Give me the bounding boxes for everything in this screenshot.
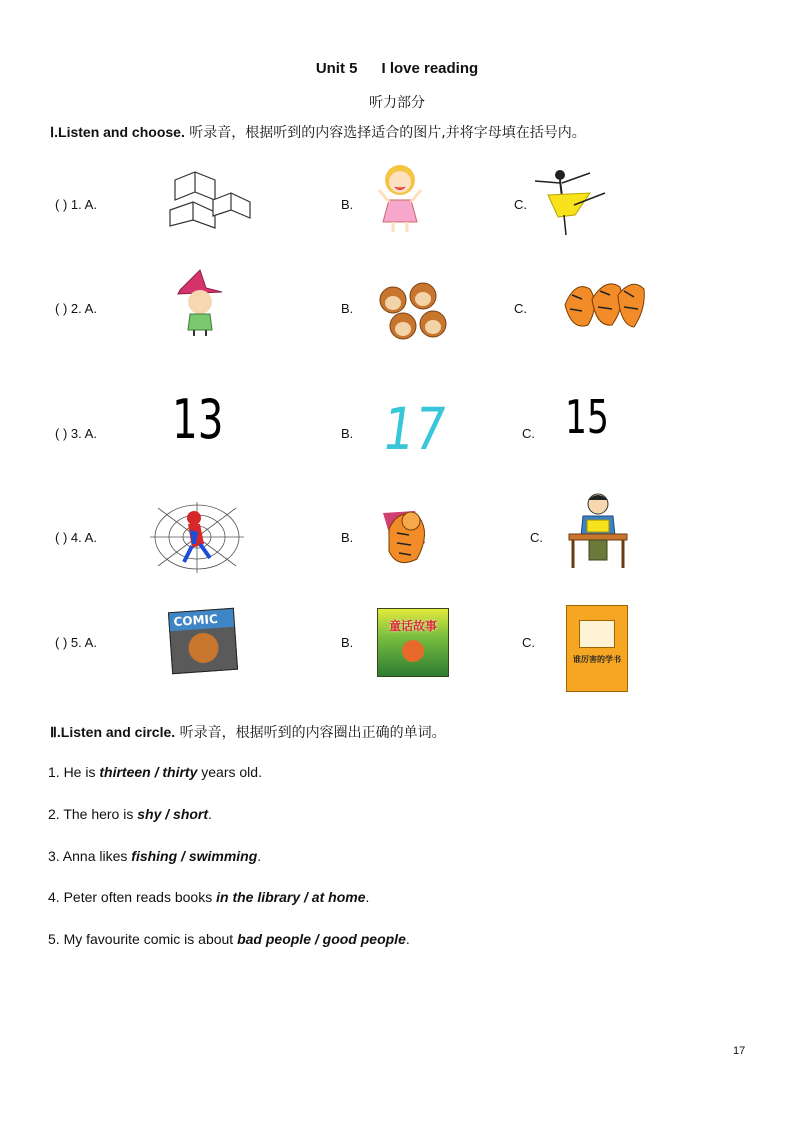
- q4-row: [55, 530, 97, 545]
- sentence-4: [48, 889, 369, 905]
- ballerina-picture[interactable]: [530, 165, 610, 237]
- answer-parens[interactable]: ( ): [55, 530, 68, 545]
- section2-numeral: Ⅱ.: [50, 724, 61, 740]
- q2-option-a-label: 2. A.: [70, 301, 97, 316]
- spiderman-web-picture[interactable]: [148, 500, 246, 575]
- sentence-3: [48, 848, 261, 864]
- section2-heading: [50, 722, 446, 742]
- fairy-tale-cover-figure: [402, 640, 424, 662]
- q1-option-c-label: C.: [514, 197, 527, 212]
- answer-parens[interactable]: ( ): [55, 301, 68, 316]
- sentence-2: [48, 806, 212, 822]
- sentence-text: .: [208, 806, 212, 822]
- yellow-book-picture[interactable]: [566, 605, 628, 692]
- section2-instruction: 听录音，根据听到的内容圈出正确的单词。: [179, 725, 446, 741]
- section1-heading: [50, 122, 586, 142]
- unit-label: Unit 5: [315, 60, 358, 77]
- section1-numeral: Ⅰ.: [50, 124, 59, 140]
- sentence-text: 5. My favourite comic is about: [48, 931, 238, 947]
- unit-title: I love reading: [381, 60, 479, 77]
- boy-reading-picture[interactable]: [565, 490, 631, 570]
- yellow-book-cover-figure: [579, 620, 615, 648]
- q2-row: [55, 301, 97, 316]
- q3-option-c-label: C.: [522, 426, 535, 441]
- witch-picture[interactable]: [172, 268, 228, 338]
- comic-book-title: COMIC: [169, 609, 234, 631]
- q1-row: [55, 197, 97, 212]
- page-subtitle: 听力部分: [369, 95, 425, 111]
- circle-options[interactable]: shy / short: [137, 806, 209, 822]
- books-picture[interactable]: [165, 160, 255, 235]
- number-fifteen[interactable]: 15: [565, 390, 609, 444]
- tigers-picture[interactable]: [560, 275, 646, 335]
- circle-options[interactable]: thirteen / thirty: [99, 764, 198, 780]
- circle-options[interactable]: fishing / swimming: [131, 848, 258, 864]
- q4-option-b-label: B.: [341, 530, 354, 545]
- q5-option-b-label: B.: [341, 635, 354, 650]
- q1-option-b-label: B.: [341, 197, 354, 212]
- q4-option-a-label: 4. A.: [70, 530, 97, 545]
- answer-parens[interactable]: ( ): [55, 197, 68, 212]
- sentence-text: .: [365, 889, 370, 905]
- section1-title: Listen and choose.: [58, 124, 185, 140]
- q3-option-a-label: 3. A.: [70, 426, 97, 441]
- q5-option-a-label: 5. A.: [70, 635, 97, 650]
- girl-picture[interactable]: [375, 160, 425, 235]
- tiger-hero-picture[interactable]: [375, 503, 441, 573]
- page-number: 17: [733, 1045, 746, 1057]
- sentence-text: .: [257, 848, 262, 864]
- sentence-1: [48, 764, 262, 780]
- q2-option-c-label: C.: [514, 301, 527, 316]
- q5-option-c-label: C.: [522, 635, 535, 650]
- sentence-text: 4. Peter often reads books: [48, 889, 217, 905]
- q5-row: [55, 635, 97, 650]
- section1-instruction: 听录音，根据听到的内容选择适合的图片,并将字母填在括号内。: [189, 125, 586, 141]
- q1-option-a-label: 1. A.: [70, 197, 97, 212]
- sentence-text: 1. He is: [48, 764, 100, 780]
- fairy-tale-book-picture[interactable]: [377, 608, 449, 677]
- page-title: [0, 60, 794, 77]
- comic-book-picture[interactable]: [168, 608, 238, 674]
- answer-parens[interactable]: ( ): [55, 635, 68, 650]
- circle-options[interactable]: in the library / at home: [216, 889, 366, 905]
- number-thirteen[interactable]: 13: [172, 388, 224, 451]
- sentence-5: [48, 931, 410, 947]
- yellow-book-title: 谁厉害的学书: [573, 655, 621, 664]
- section2-title: Listen and circle.: [60, 724, 176, 740]
- sentence-text: 2. The hero is: [48, 806, 138, 822]
- q4-option-c-label: C.: [530, 530, 543, 545]
- sentence-text: years old.: [197, 764, 262, 780]
- q2-option-b-label: B.: [341, 301, 354, 316]
- number-seventeen[interactable]: 17: [378, 395, 451, 463]
- sentence-text: .: [405, 931, 410, 947]
- monkeys-picture[interactable]: [375, 280, 455, 348]
- fairy-tale-book-title: 童话故事: [388, 619, 437, 633]
- sentence-text: 3. Anna likes: [48, 848, 132, 864]
- q3-row: [55, 426, 97, 441]
- comic-cover-figure: [187, 632, 219, 664]
- answer-parens[interactable]: ( ): [55, 426, 68, 441]
- q3-option-b-label: B.: [341, 426, 354, 441]
- circle-options[interactable]: bad people / good people: [237, 931, 406, 947]
